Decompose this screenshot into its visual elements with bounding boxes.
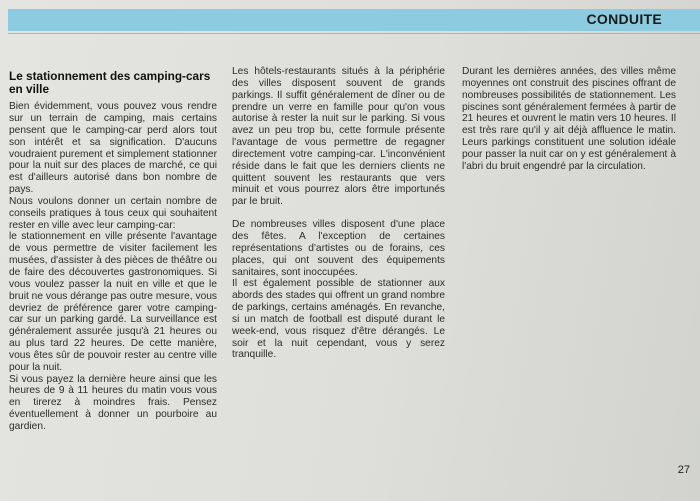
paragraph: Bien évidemment, vous pouvez vous rendre sur un terrain de camping, mais certains pensent que le camping-car perd alors tout son intérêt et sa signification. D'aucuns voudraient purement et simplement stationner pour la nuit sur des places de marché, ce qui est d'ailleurs autorisé dans bon nombre de pays. [9,101,217,196]
paragraph: Nous voulons donner un certain nombre de conseils pratiques à tous ceux qui souhaitent rester en ville avec leur camping-car: [9,195,217,231]
column-3 [462,66,676,184]
column-1 [9,66,217,433]
paragraph: Si vous payez la dernière heure ainsi que les heures de 9 à 11 heures du matin vous vous en tirerez à moindres frais. Pensez éventuellement à donner un pourboire au gardien. [9,373,217,432]
section-title: CONDUITE [586,11,662,27]
paragraph: Durant les dernières années, des villes même moyennes ont construit des piscines offrant de nombreuses possibilités de stationnement. Les piscines sont généralement fermées à partir de 21 heures et ouvrent le matin vers 10 heures. Il est très rare qu'il y ait déjà affluence le matin. Leurs parkings constituent une solution idéale pour passer la nuit car on y est généralement à l'abri du bruit engendré par la circulation. [462,66,676,172]
header-rule [8,33,700,34]
paragraph: Il est également possible de stationner aux abords des stades qui offrent un grand nombre de parkings, certains aménagés. En revanche, si un match de football est disputé durant le week-end, vous risquez d'être dérangés. Le soir et la nuit cependant, vous y serez tranquille. [232,278,445,361]
paragraph: De nombreuses villes disposent d'une place des fêtes. A l'exception de certaines représentations d'artistes ou de forains, ces places, qui ont souvent des équipements sanitaires, sont inoccupées. [232,219,445,278]
page-number: 27 [677,464,690,476]
column-2 [232,66,445,361]
paragraph: le stationnement en ville présente l'avantage de vous permettre de visiter facilement les musées, d'assister à des pièces de théâtre ou de faire des découvertes gastronomiques. Si vous voulez passer la nuit en ville et que le bruit ne vous dérange pas outre mesure, vous devriez de préférence garer votre camping-car sur un parking gardé. La surveillance est généralement assurée jusqu'à 21 heures ou au plus tard 22 heures. De cette manière, vous êtes sûr de pouvoir rester au centre ville pour la nuit. [9,231,217,373]
paragraph: Les hôtels-restaurants situés à la périphérie des villes disposent souvent de grands parkings. Il suffit généralement de dîner ou de prendre un verre en famille pour qu'on vous autorise à rester la nuit sur le parking. Si vous avez un peu trop bu, cette formule présente l'avantage de vous permettre de regagner directement votre camping-car. L'inconvénient réside dans le fait que les derniers clients ne quittent souvent les restaurants que vers minuit et vous pourrez alors être importunés par le bruit. [232,66,445,208]
article-title: Le stationnement des camping-cars en ville [9,69,211,96]
